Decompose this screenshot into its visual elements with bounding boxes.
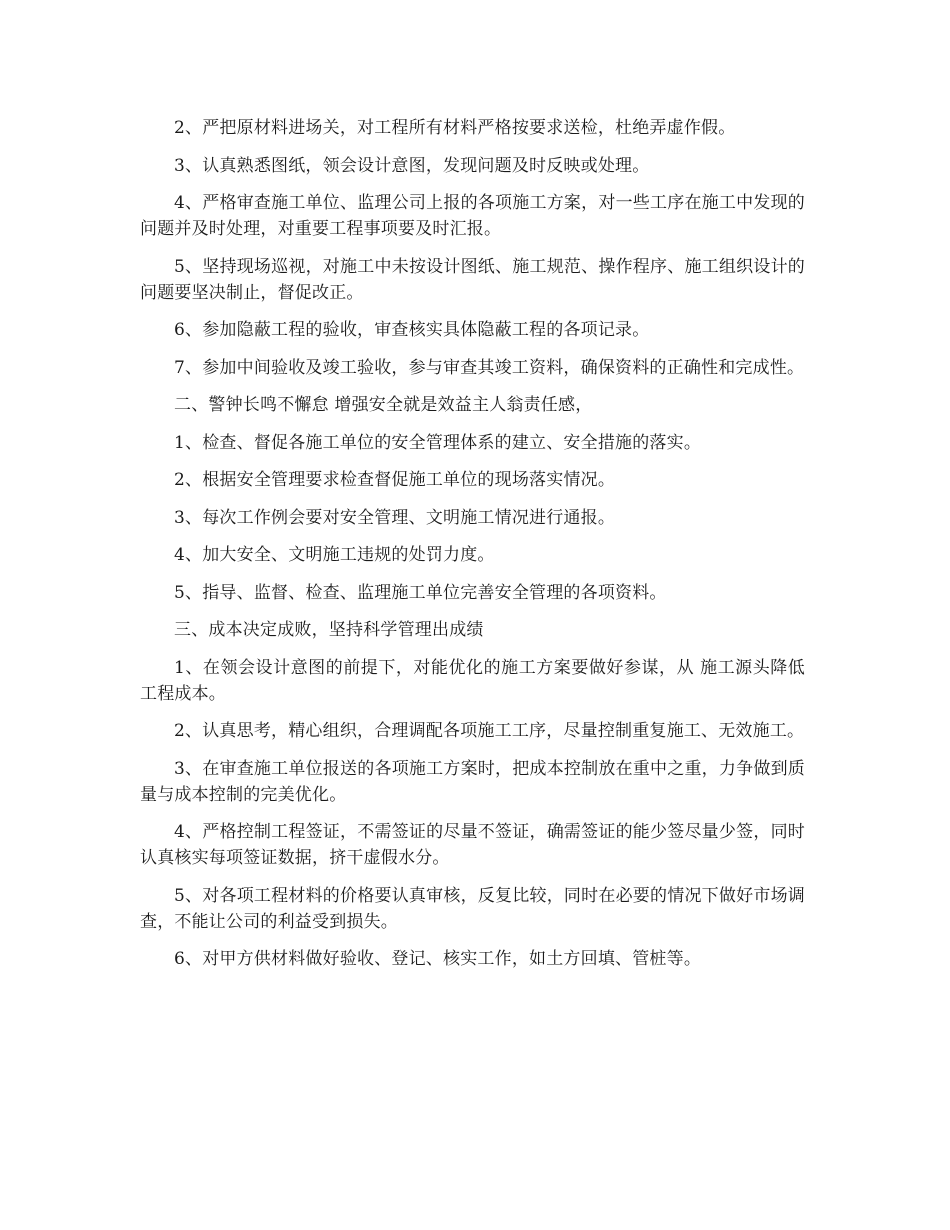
paragraph: 7、参加中间验收及竣工验收，参与审查其竣工资料，确保资料的正确性和完成性。 — [174, 357, 805, 378]
paragraph: 4、加大安全、文明施工违规的处罚力度。 — [174, 545, 495, 565]
paragraph: 3、认真熟悉图纸，领会设计意图，发现问题及时反映或处理。 — [174, 155, 650, 176]
paragraph: 3、每次工作例会要对安全管理、文明施工情况进行通报。 — [174, 507, 616, 528]
paragraph: 2、根据安全管理要求检查督促施工单位的现场落实情况。 — [174, 470, 616, 490]
paragraph: 3、在审查施工单位报送的各项施工方案时，把成本控制放在重中之重，力争做到质量与成本控制的完美优化。 — [140, 758, 805, 805]
document-body — [140, 115, 805, 984]
paragraph: 4、严格控制工程签证，不需签证的尽量不签证，确需签证的能少签尽量少签，同时认真核实每项签证数据，挤干虚假水分。 — [140, 822, 805, 868]
paragraph: 6、对甲方供材料做好验收、登记、核实工作，如土方回填、管桩等。 — [174, 949, 702, 969]
paragraph: 1、检查、督促各施工单位的安全管理体系的建立、安全措施的落实。 — [174, 432, 702, 453]
paragraph: 5、指导、监督、检查、监理施工单位完善安全管理的各项资料。 — [174, 582, 667, 603]
paragraph: 5、对各项工程材料的价格要认真审核，反复比较，同时在必要的情况下做好市场调查，不能让公司的利益受到损失。 — [140, 885, 805, 932]
paragraph: 5、坚持现场巡视，对施工中未按设计图纸、施工规范、操作程序、施工组织设计的问题要坚决制止，督促改正。 — [140, 256, 805, 303]
paragraph: 1、在领会设计意图的前提下，对能优化的施工方案要做好参谋，从 施工源头降低工程成本。 — [140, 657, 805, 704]
section-heading: 二、警钟长鸣不懈怠 增强安全就是效益主人翁责任感， — [174, 395, 593, 415]
paragraph: 2、认真思考，精心组织，合理调配各项施工工序，尽量控制重复施工、无效施工。 — [174, 721, 805, 741]
paragraph: 2、严把原材料进场关，对工程所有材料严格按要求送检，杜绝弄虚作假。 — [174, 118, 736, 138]
paragraph: 4、严格审查施工单位、监理公司上报的各项施工方案，对一些工序在施工中发现的问题并及时处理，对重要工程事项要及时汇报。 — [140, 193, 805, 239]
section-heading: 三、成本决定成败，坚持科学管理出成绩 — [174, 620, 484, 640]
paragraph: 6、参加隐蔽工程的验收，审查核实具体隐蔽工程的各项记录。 — [174, 320, 650, 340]
